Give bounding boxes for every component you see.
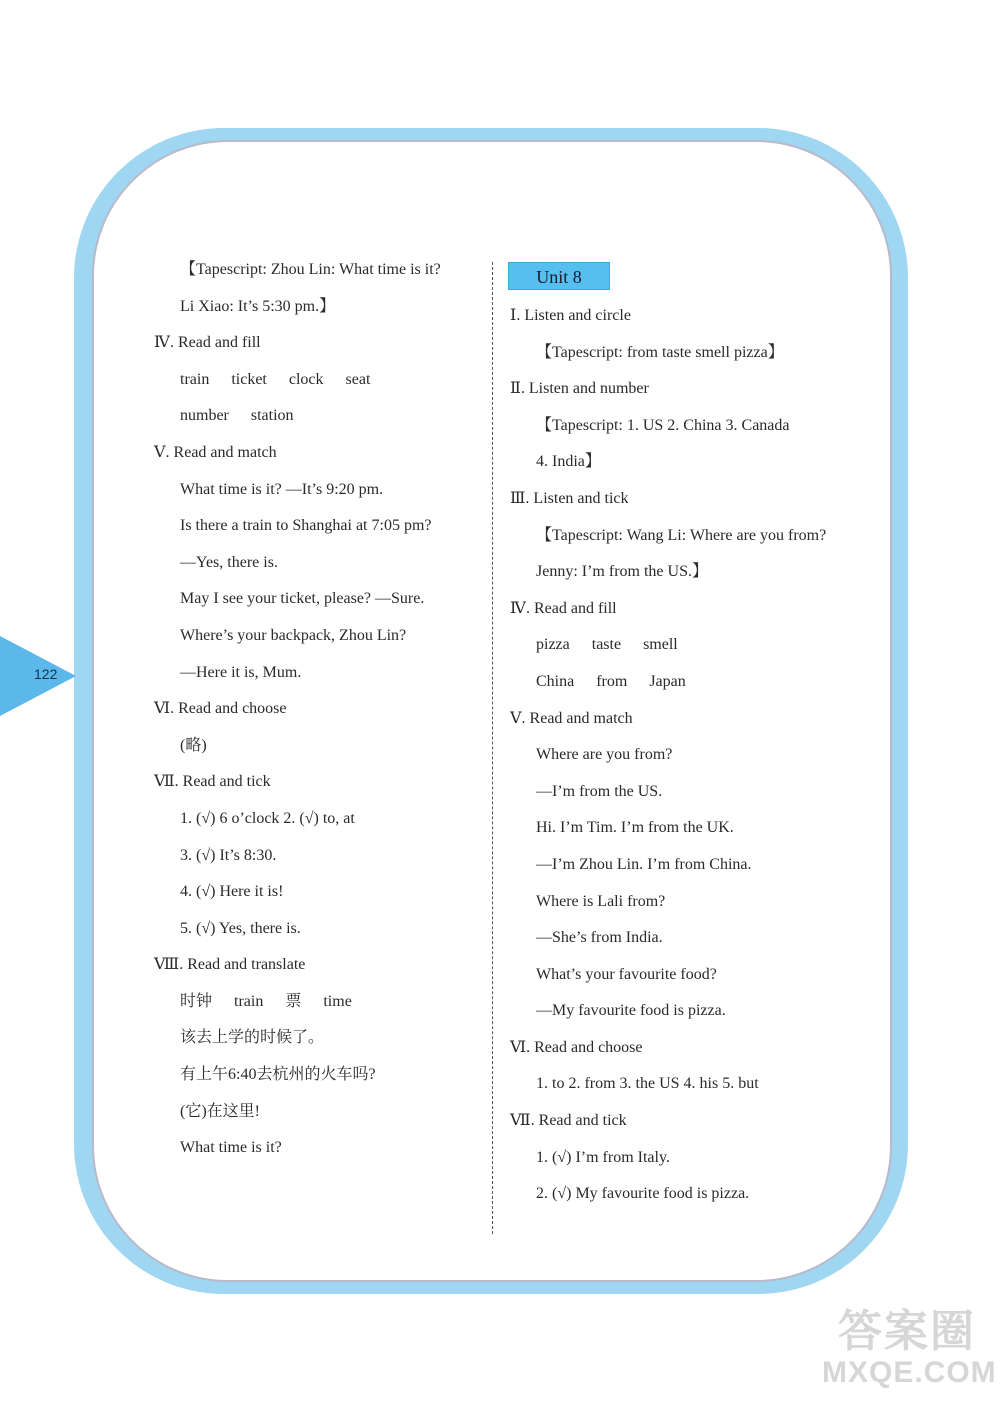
right-answer-column: [508, 252, 868, 1213]
answer-line: (略): [180, 736, 207, 754]
watermark-top-text: 答案圈: [838, 1307, 976, 1356]
section-heading: Ⅴ. Read and match: [510, 709, 633, 727]
left-answer-column: [152, 252, 482, 1167]
answer-line: 1. (√) 6 o’clock 2. (√) to, at: [180, 809, 355, 827]
section-heading: Ⅷ. Read and translate: [154, 956, 306, 974]
column-divider: [492, 262, 493, 1234]
word-item: from: [596, 672, 628, 690]
answer-line: 【Tapescript: 1. US 2. China 3. Canada: [536, 416, 790, 434]
section-heading: Ⅳ. Read and fill: [510, 599, 617, 617]
unit-title-badge: Unit 8: [508, 262, 610, 290]
answer-line: —Here it is, Mum.: [180, 663, 302, 681]
word-item: ticket: [231, 370, 267, 388]
answer-line: What time is it?: [180, 1139, 282, 1157]
word-item: taste: [591, 636, 622, 654]
section-heading: Ⅵ. Read and choose: [154, 700, 287, 718]
answer-line: Jenny: I’m from the US.】: [536, 563, 708, 581]
section-heading: Ⅵ. Read and choose: [510, 1038, 643, 1056]
watermark-bottom-text: MXQE.COM: [822, 1356, 997, 1389]
section-heading: Ⅱ. Listen and number: [510, 380, 649, 398]
section-heading: Ⅰ. Listen and circle: [510, 307, 631, 324]
word-item: 时钟: [180, 992, 213, 1010]
watermark-logo: [822, 1307, 997, 1396]
answer-line: 有上午6:40去杭州的火车吗?: [180, 1066, 376, 1084]
section-heading: Ⅴ. Read and match: [154, 443, 277, 461]
answer-line: (它)在这里!: [180, 1102, 260, 1120]
answer-line: 1. (√) I’m from Italy.: [536, 1148, 670, 1166]
word-item: clock: [288, 370, 324, 388]
answer-line: What’s your favourite food?: [536, 965, 717, 983]
answer-line: 4. India】: [536, 453, 601, 471]
word-item: train: [180, 370, 210, 388]
word-list-line: [152, 984, 482, 1021]
answer-line: 【Tapescript: Wang Li: Where are you from?: [536, 526, 827, 544]
word-item: seat: [345, 370, 371, 388]
answer-line: 【Tapescript: from taste smell pizza】: [536, 343, 784, 361]
answer-line: —Yes, there is.: [180, 553, 278, 571]
answer-line: 1. to 2. from 3. the US 4. his 5. but: [536, 1075, 759, 1093]
word-item: smell: [643, 636, 678, 654]
answer-line: What time is it? —It’s 9:20 pm.: [180, 480, 384, 498]
answer-line: 5. (√) Yes, there is.: [180, 919, 301, 937]
right-answer-lines: [508, 298, 868, 1213]
answer-line: Where are you from?: [536, 746, 673, 764]
word-item: number: [180, 407, 229, 425]
answer-line: May I see your ticket, please? —Sure.: [180, 590, 425, 608]
answer-line: 2. (√) My favourite food is pizza.: [536, 1185, 750, 1203]
section-heading: Ⅳ. Read and fill: [154, 334, 261, 352]
answer-line: Hi. I’m Tim. I’m from the UK.: [536, 819, 734, 837]
word-item: pizza: [536, 636, 570, 654]
word-list-line: [508, 627, 868, 664]
word-item: train: [234, 992, 264, 1010]
word-item: Japan: [649, 672, 686, 690]
word-item: station: [250, 407, 294, 425]
answer-line: 4. (√) Here it is!: [180, 883, 284, 901]
answer-line: —She’s from India.: [536, 929, 663, 947]
answer-line: Li Xiao: It’s 5:30 pm.】: [180, 297, 336, 315]
answer-line: 3. (√) It’s 8:30.: [180, 846, 277, 864]
word-list-line: [152, 362, 482, 399]
section-heading: Ⅶ. Read and tick: [510, 1112, 627, 1130]
word-item: time: [323, 992, 352, 1010]
answer-line: Is there a train to Shanghai at 7:05 pm?: [180, 517, 432, 535]
answer-line: Where is Lali from?: [536, 892, 666, 910]
section-heading: Ⅶ. Read and tick: [154, 773, 271, 791]
answer-line: Where’s your backpack, Zhou Lin?: [180, 626, 407, 644]
answer-line: 该去上学的时候了。: [180, 1029, 325, 1047]
answer-line: 【Tapescript: Zhou Lin: What time is it?: [180, 261, 441, 278]
word-list-line: [152, 398, 482, 435]
word-item: China: [536, 672, 575, 690]
word-list-line: [508, 664, 868, 701]
answer-line: —I’m from the US.: [536, 782, 663, 800]
word-item: 票: [285, 992, 302, 1010]
answer-line: —I’m Zhou Lin. I’m from China.: [536, 855, 752, 873]
page-number: 122: [34, 666, 58, 682]
answer-line: —My favourite food is pizza.: [536, 1002, 726, 1020]
section-heading: Ⅲ. Listen and tick: [510, 489, 629, 507]
